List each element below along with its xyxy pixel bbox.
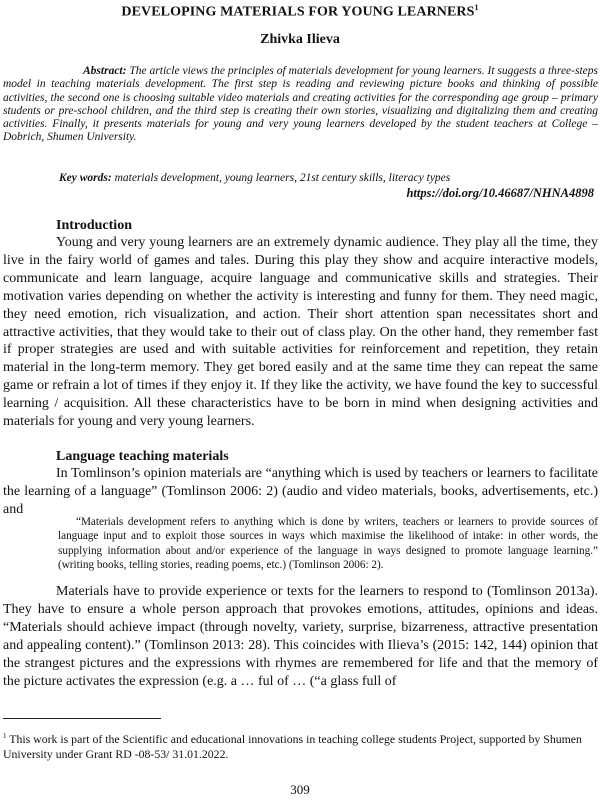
section-paragraph-1: In Tomlinson’s opinion materials are “anything which is used by teachers or learners to facilitate the learning of a language” (Tomlinson 2006: 2) (audio and video materials, books, advertisements, etc.) and	[3, 466, 598, 517]
footnote-mark: 1	[3, 732, 7, 740]
section-paragraph-2: Materials have to provide experience or texts for the learners to respond to (Tomlinson 2013a). They have to ensure a whole person approach that provokes emotions, attitudes, opinions and ideas. “Materials should achieve impact (through novelty, variety, surprise, bizarreness, attractive presentation and appealing content).” (Tomlinson 2013: 28). This coincides with Ilieva’s (2015: 142, 144) opinion that the strangest pictures and the expressions with rhymes are remembered for life and that the memory of the picture activates the expression (e.g. a … ful of … (“a glass full of	[3, 584, 598, 689]
page-number: 309	[290, 782, 310, 797]
title-text: DEVELOPING MATERIALS FOR YOUNG LEARNERS	[121, 4, 475, 20]
footnote-divider	[3, 718, 161, 719]
keywords-text: materials development, young learners, 21st century skills, literacy types	[114, 172, 451, 184]
introduction-paragraph: Young and very young learners are an extremely dynamic audience. They play all the time, they live in the fairy world of games and tales. During this play they show and acquire interactive models, communicate and learn language, acquire language and communicative skills and strategies. Their motivation varies depending on whether the activity is interesting and funny for them. They need magic, they need emotion, rich visualization, and action. Their short attention span necessitates short and attractive activities, that they would take to their out of class play. On the other hand, they remember fast if proper strategies are used and with suitable activities for reinforcement and repetition, they retain material in the long-term memory. They get bored easily and at the same time they can repeat the same game or refrain a lot of times if they enjoy it. If they like the activity, we have found the key to successful learning / acquisition. All these characteristics have to be born in mind when designing activities and materials for young and very young learners.	[3, 235, 598, 430]
keywords	[3, 172, 598, 185]
block-quote: “Materials development refers to anything which is done by writers, teachers or learners to provide sources of language input and to exploit those sources in ways which maximise the likelihood of intake: in other words, the supplying information about and/or experience of the language in ways designed to promote language learning.” (writing books, telling stories, reading poems, etc.) (Tomlinson 2006: 2).	[58, 516, 598, 571]
introduction-heading: Introduction	[56, 218, 132, 233]
section-heading: Language teaching materials	[56, 449, 229, 464]
footnote-text: This work is part of the Scientific and educational innovations in teaching college students Project, supported by Shumen University under Grant RD -08-53/ 31.01.2022.	[3, 731, 582, 761]
keywords-label: Key words:	[59, 172, 112, 184]
footnote	[3, 729, 598, 762]
article-title	[0, 3, 600, 21]
author-name: Zhivka Ilieva	[260, 32, 340, 47]
abstract	[3, 65, 598, 145]
abstract-text: The article views the principles of materials development for young learners. It suggests a three-steps model in teaching materials development. The first step is reading and reviewing picture books and thinking of possible activities, the second one is choosing suitable video materials and creating activities for the corresponding age group – primary students or pre-school children, and the third step is creating their own stories, visualizing and digitalizing them and creating activities. Finally, it presents materials for young and very young learners developed by the student teachers at College – Dobrich, Shumen University.	[3, 65, 598, 144]
title-footnote-mark: 1	[474, 3, 479, 12]
doi-link[interactable]: https://doi.org/10.46687/NHNA4898	[406, 186, 594, 200]
abstract-label: Abstract:	[83, 65, 127, 77]
